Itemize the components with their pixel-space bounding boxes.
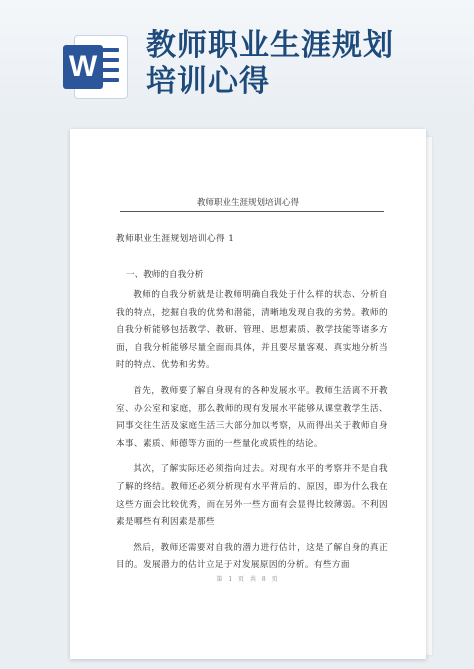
page-number: 第 1 页 共 8 页 xyxy=(216,576,280,583)
paragraph: 教师的自我分析就是让教师明确自我处于什么样的状态、分析自我的特点，挖掘自我的优势和潜能，清晰地发现自我的劣势。教师的自我分析能够包括教学、教研、管理、思想素质、教学技能等诸多方面，自我分析能够尽量全面而具体，并且要尽量客观、真实地分析当时的特点、优势和劣势。 xyxy=(116,290,388,371)
page-header: 教师职业生涯规划培训心得 xyxy=(196,198,299,208)
paragraph: 首先，教师要了解自身现有的各种发展水平。教师生活离不开教室、办公室和家庭，那么教师的现有发展水平能够从课堂教学生活、同事交往生活及家庭生活三大部分加以考察，从而得出关于教师自身本事、素质、师德等方面的一些量化或质性的结论。 xyxy=(116,385,388,449)
banner-title-line1: 教师职业生涯规划 xyxy=(146,28,394,63)
document-body xyxy=(116,233,388,583)
word-badge: W xyxy=(63,45,103,89)
paragraph: 然后，教师还需要对自我的潜力进行估计，这是了解自身的真正目的。发展潜力的估计立足于对发展原因的分析。有些方面 xyxy=(116,542,388,571)
paragraph: 其次，了解实际还必须指向过去。对现有水平的考察并不是自我了解的终结。教师还必须分析现有水平背后的、原因，即为什么我在这些方面会比较优秀，而在另外一些方面有会显得比较薄弱。不利因素是哪些有利因素是那些 xyxy=(116,464,388,528)
banner-title-line2: 培训心得 xyxy=(146,64,270,99)
section-heading: 一、教师的自我分析 xyxy=(126,270,204,280)
word-document-icon xyxy=(63,36,129,98)
header-divider xyxy=(120,211,384,212)
document-page xyxy=(70,129,426,659)
banner-title xyxy=(146,28,466,100)
document-subtitle: 教师职业生涯规划培训心得 1 xyxy=(116,234,235,244)
title-banner xyxy=(0,0,474,120)
